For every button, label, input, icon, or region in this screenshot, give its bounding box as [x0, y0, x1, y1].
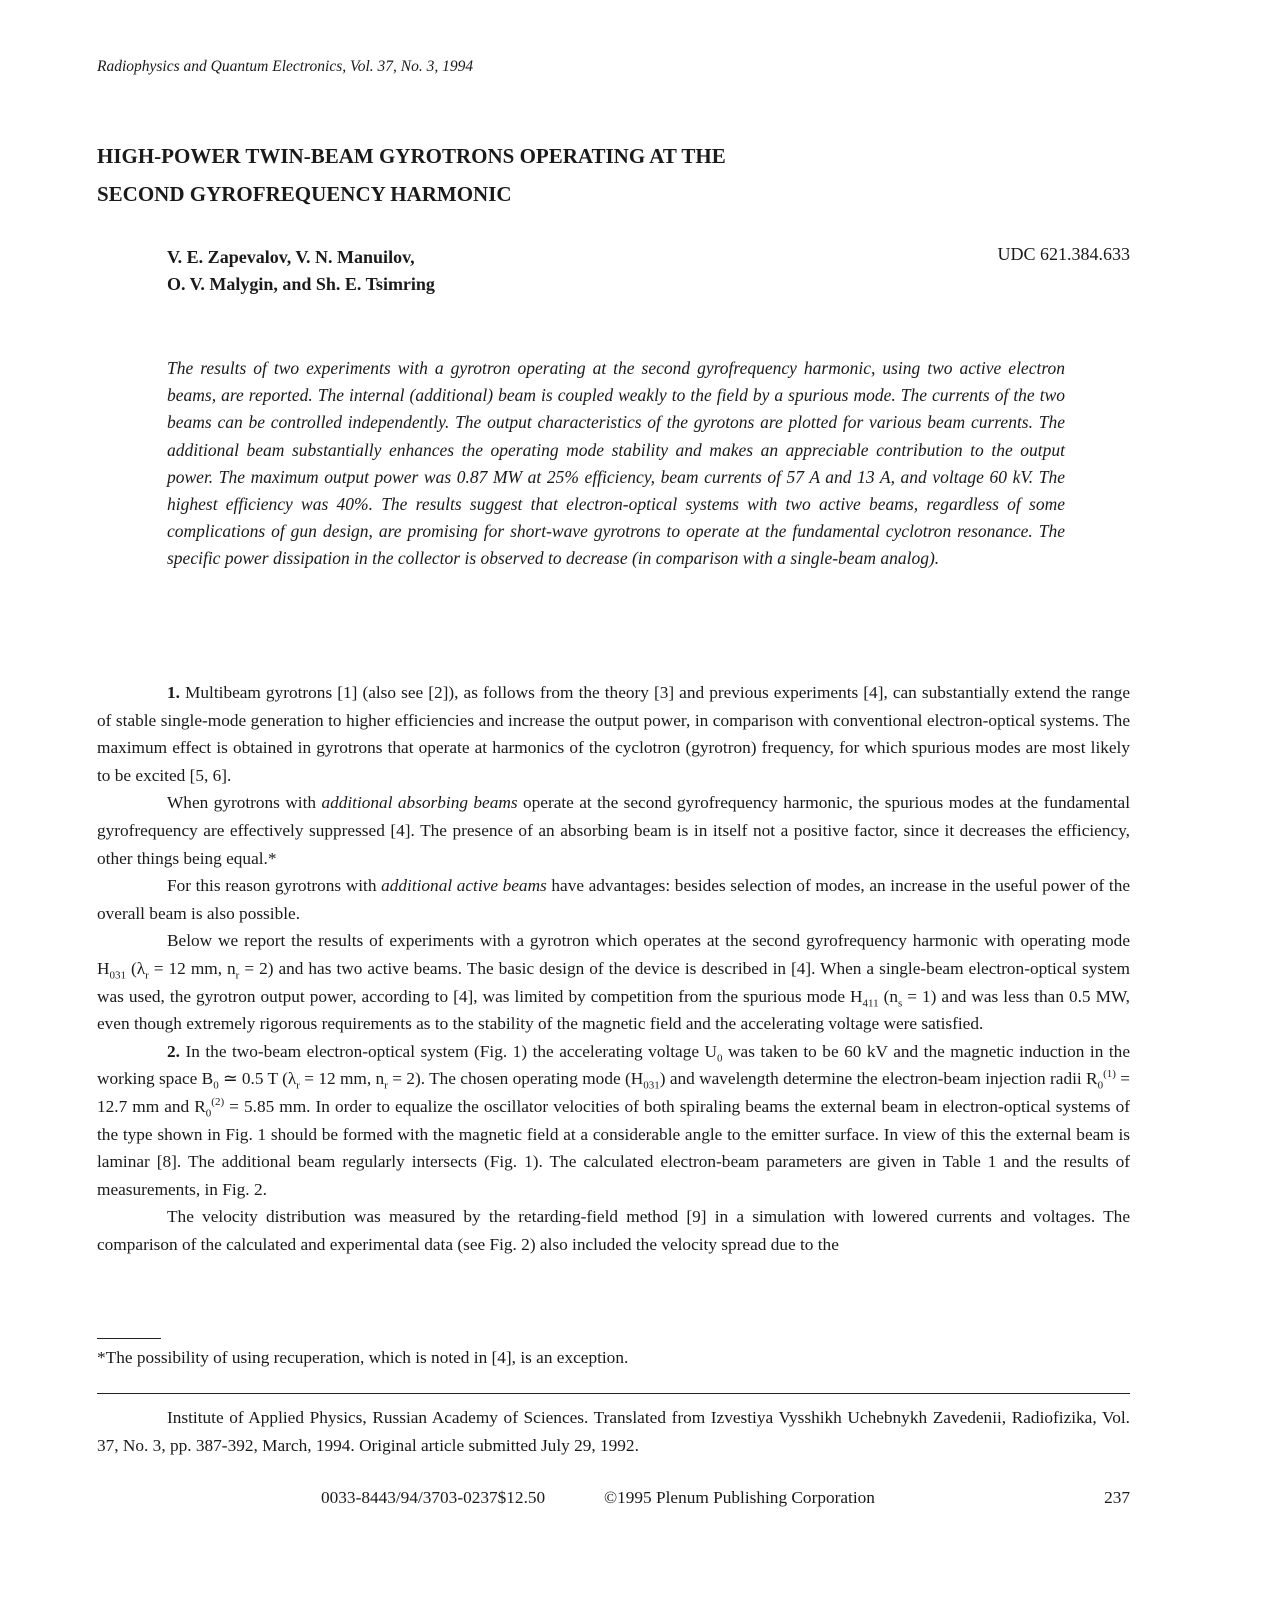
title-line: SECOND GYROFREQUENCY HARMONIC — [97, 182, 512, 206]
paragraph — [97, 872, 1130, 927]
text-segment: r — [235, 969, 240, 982]
text-segment: (2) — [211, 1096, 225, 1109]
text-segment: = 2) and has two active beams. The basic design of the device is described in [4]. When a single-beam electron-optical system was used, the gyrotron output power, according to [4], was limited by competition from the spurious mode H — [97, 958, 1130, 1006]
page-number: 237 — [1104, 1488, 1130, 1507]
text-segment: = 1) and was less than 0.5 MW, even though extremely rigorous requirements as to the stability of the magnetic field and the accelerating voltage were satisfied. — [97, 986, 1130, 1034]
text-segment: For this reason gyrotrons with — [167, 876, 382, 896]
text-segment: have advantages: besides selection of modes, an increase in the useful power of the overall beam is also possible. — [97, 876, 1131, 923]
article-title — [97, 137, 726, 213]
text-segment: 2. — [167, 1041, 186, 1061]
body-text — [97, 679, 1130, 1258]
authors — [167, 244, 435, 298]
text-segment: r — [296, 1079, 300, 1092]
text-segment: Below we report the results of experiments with a gyrotron which operates at the second gyrofrequency harmonic with operating mode H — [97, 931, 1130, 978]
udc-code: UDC 621.384.633 — [997, 244, 1130, 264]
text-segment: 0 — [1097, 1079, 1104, 1092]
authors-line: O. V. Malygin, and Sh. E. Tsimring — [167, 274, 435, 294]
footnote: *The possibility of using recuperation, which is noted in [4], is an exception. — [97, 1348, 629, 1367]
text-segment: (n — [878, 986, 898, 1006]
text-segment: (λ — [125, 958, 146, 978]
text-segment: (1) — [1103, 1068, 1116, 1081]
text-segment: In the two-beam electron-optical system (Fig. 1) the accelerating voltage U — [185, 1041, 718, 1061]
text-segment: 411 — [862, 996, 879, 1009]
text-segment: was taken to be 60 kV and the magnetic induction in the working space B — [97, 1041, 1130, 1089]
text-segment: 031 — [109, 969, 126, 982]
title-line: HIGH-POWER TWIN-BEAM GYROTRONS OPERATING AT THE — [97, 144, 726, 168]
text-segment: 0 — [205, 1107, 212, 1120]
text-segment: operate at the second gyrofrequency harmonic, the spurious modes at the fundamental gyrofrequency are effectively suppressed [4]. The presence of an absorbing beam is in itself not a positive factor, since it decreases the efficiency, other things being equal.* — [97, 793, 1130, 868]
text-segment: = 12 mm, n — [299, 1069, 385, 1089]
text-segment: 0 — [213, 1079, 219, 1092]
journal-header: Radiophysics and Quantum Electronics, Vol. 37, No. 3, 1994 — [97, 58, 474, 75]
paragraph — [97, 679, 1130, 789]
text-segment: The velocity distribution was measured by the retarding-field method [9] in a simulation with lowered currents and voltages. The comparison of the calculated and experimental data (see Fig. 2) also included the velocity spread due to the — [97, 1207, 1130, 1254]
text-segment: = 2). The chosen operating mode (H — [387, 1069, 644, 1089]
paragraph — [97, 789, 1130, 872]
text-segment: 1. — [167, 683, 186, 702]
paragraph — [97, 1038, 1130, 1204]
text-segment: s — [897, 996, 903, 1009]
article-code: 0033-8443/94/3703-0237$12.50 — [321, 1488, 546, 1507]
text-segment: additional absorbing beams — [321, 793, 518, 813]
paragraph — [97, 927, 1130, 1037]
text-segment: = 5.85 mm. In order to equalize the oscillator velocities of both spiraling beams the external beam in electron-optical systems of the type shown in Fig. 1 should be formed with the magnetic field at a considerable angle to the emitter surface. In view of this the external beam is laminar [8]. The additional beam regularly intersects (Fig. 1). The calculated electron-beam parameters are given in Table 1 and the results of measurements, in Fig. 2. — [97, 1096, 1130, 1199]
text-segment: When gyrotrons with — [167, 793, 322, 813]
abstract: The results of two experiments with a gyrotron operating at the second gyrofrequency harmonic, using two active electron beams, are reported. The internal (additional) beam is coupled weakly to the field by a spurious mode. The currents of the two beams can be controlled independently. The output characteristics of the gyrotons are plotted for various beam currents. The additional beam substantially enhances the operating mode stability and makes an appreciable contribution to the output power. The maximum output power was 0.87 MW at 25% efficiency, beam currents of 57 A and 13 A, and voltage 60 kV. The highest efficiency was 40%. The results suggest that electron-optical systems with two active beams, regardless of some complications of gun design, are promising for short-wave gyrotrons to operate at the fundamental cyclotron resonance. The specific power dissipation in the collector is observed to decrease (in comparison with a single-beam analog). — [167, 358, 1065, 569]
text-segment: 0 — [717, 1052, 723, 1065]
footnote-divider — [97, 1338, 161, 1339]
text-segment: additional active beams — [381, 876, 547, 896]
affiliation-divider — [97, 1393, 1130, 1394]
text-segment: = 12.7 mm and R — [97, 1069, 1130, 1116]
text-segment: ) and wavelength determine the electron-beam injection radii R — [659, 1069, 1098, 1089]
text-segment: Multibeam gyrotrons [1] (also see [2]), as follows from the theory [3] and previous experiments [4], can substantially extend the range of stable single-mode generation to higher efficiencies and increase the output power, in comparison with conventional electron-optical systems. The maximum effect is obtained in gyrotrons that operate at harmonics of the cyclotron (gyrotron) frequency, for which spurious modes are most likely to be excited [5, 6]. — [97, 683, 1130, 785]
text-segment: r — [384, 1079, 388, 1092]
text-segment: r — [145, 969, 149, 982]
copyright: ©1995 Plenum Publishing Corporation — [604, 1488, 875, 1507]
text-segment: 031 — [643, 1079, 660, 1092]
affiliation: Institute of Applied Physics, Russian Academy of Sciences. Translated from Izvestiya Vysshikh Uchebnykh Zavedenii, Radiofizika, Vol. 37, No. 3, pp. 387-392, March, 1994. Original article submitted July 29, 1992. — [97, 1408, 1130, 1455]
authors-line: V. E. Zapevalov, V. N. Manuilov, — [167, 247, 415, 267]
paragraph — [97, 1203, 1130, 1258]
text-segment: = 12 mm, n — [148, 958, 236, 978]
text-segment: ≃ 0.5 T (λ — [218, 1069, 297, 1089]
